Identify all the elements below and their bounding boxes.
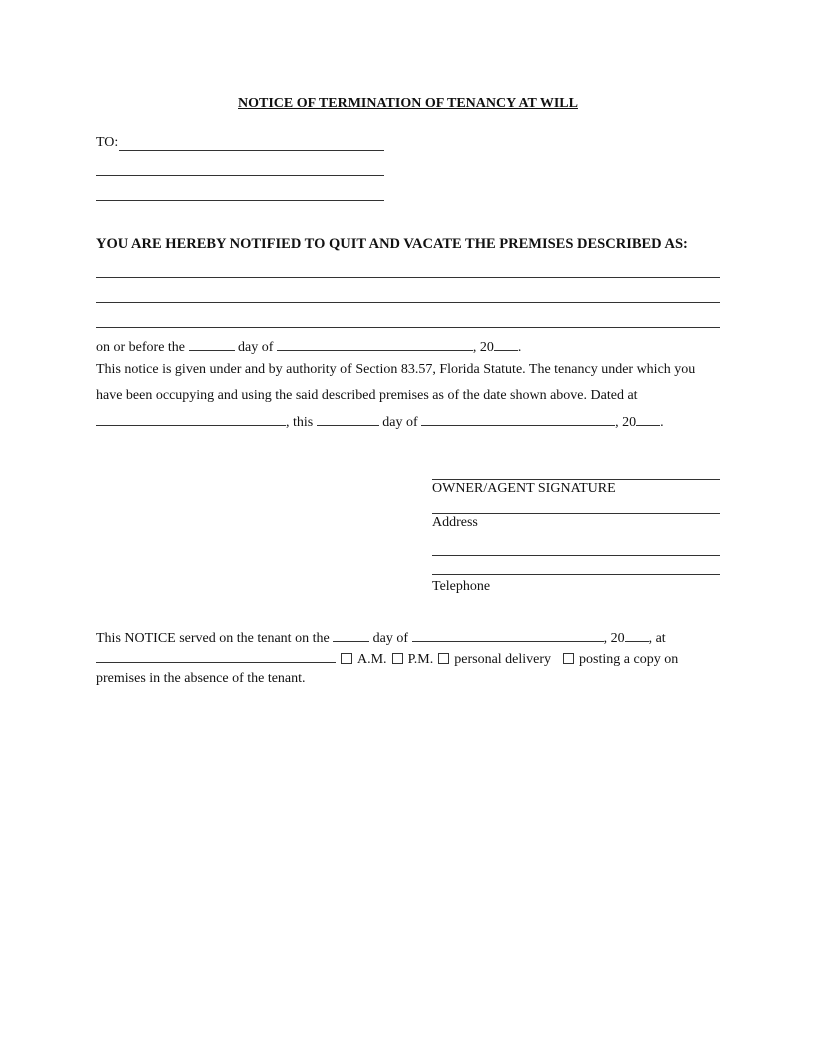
premises-line-2[interactable] (96, 302, 720, 303)
label: This NOTICE served on the tenant on the (96, 631, 330, 646)
served-time-blank[interactable] (96, 650, 336, 663)
to-line-1[interactable] (119, 150, 384, 151)
dated-year-blank[interactable] (636, 413, 660, 426)
signature-line[interactable] (432, 479, 720, 480)
served-month-blank[interactable] (412, 629, 604, 642)
document-title: NOTICE OF TERMINATION OF TENANCY AT WILL (238, 96, 578, 111)
label: , 20 (603, 631, 625, 646)
dated-line: , this day of , 20 . (96, 413, 664, 431)
am-label: A.M. (357, 652, 387, 667)
signature-label: OWNER/AGENT SIGNATURE (432, 481, 616, 496)
label: , 20 (615, 415, 637, 430)
label: , this (286, 415, 314, 430)
premises-line-1[interactable] (96, 277, 720, 278)
dated-place-blank[interactable] (96, 413, 286, 426)
vacate-date-line: on or before the day of , 20 . (96, 340, 522, 355)
personal-delivery-checkbox[interactable] (438, 653, 449, 664)
authority-text: This notice is given under and by authority of Section 83.57, Florida Statute. The tenancy under which you (96, 362, 696, 377)
personal-delivery-label: personal delivery (454, 652, 552, 667)
telephone-label: Telephone (432, 579, 491, 594)
label: day of (238, 340, 274, 355)
label: , at (648, 631, 666, 646)
to-line-3[interactable] (96, 200, 384, 201)
label: day of (382, 415, 418, 430)
am-checkbox[interactable] (341, 653, 352, 664)
address-label: Address (432, 515, 478, 530)
pm-checkbox[interactable] (392, 653, 403, 664)
served-method-line (96, 650, 678, 668)
served-year-blank[interactable] (625, 629, 649, 642)
served-line (96, 629, 666, 647)
served-last-line: premises in the absence of the tenant. (96, 671, 306, 686)
address-line-1[interactable] (432, 513, 720, 514)
dated-month-blank[interactable] (421, 413, 615, 426)
occupancy-text: have been occupying and using the said described premises as of the date shown above. Dated at (96, 388, 638, 403)
notice-heading: YOU ARE HEREBY NOTIFIED TO QUIT AND VACATE THE PREMISES DESCRIBED AS: (96, 236, 688, 252)
label: day of (372, 631, 409, 646)
vacate-day-blank[interactable] (189, 338, 235, 351)
pm-label: P.M. (407, 652, 434, 667)
label: on or before the (96, 340, 186, 355)
served-day-blank[interactable] (333, 629, 369, 642)
vacate-month-blank[interactable] (277, 338, 473, 351)
to-line-2[interactable] (96, 175, 384, 176)
to-label: TO: (96, 135, 119, 150)
address-line-2[interactable] (432, 555, 720, 556)
telephone-line[interactable] (432, 574, 720, 575)
posting-label: posting a copy on (579, 652, 679, 667)
premises-line-3[interactable] (96, 327, 720, 328)
posting-checkbox[interactable] (563, 653, 574, 664)
vacate-year-blank[interactable] (494, 338, 518, 351)
label: , 20 (472, 340, 494, 355)
dated-day-blank[interactable] (317, 413, 379, 426)
